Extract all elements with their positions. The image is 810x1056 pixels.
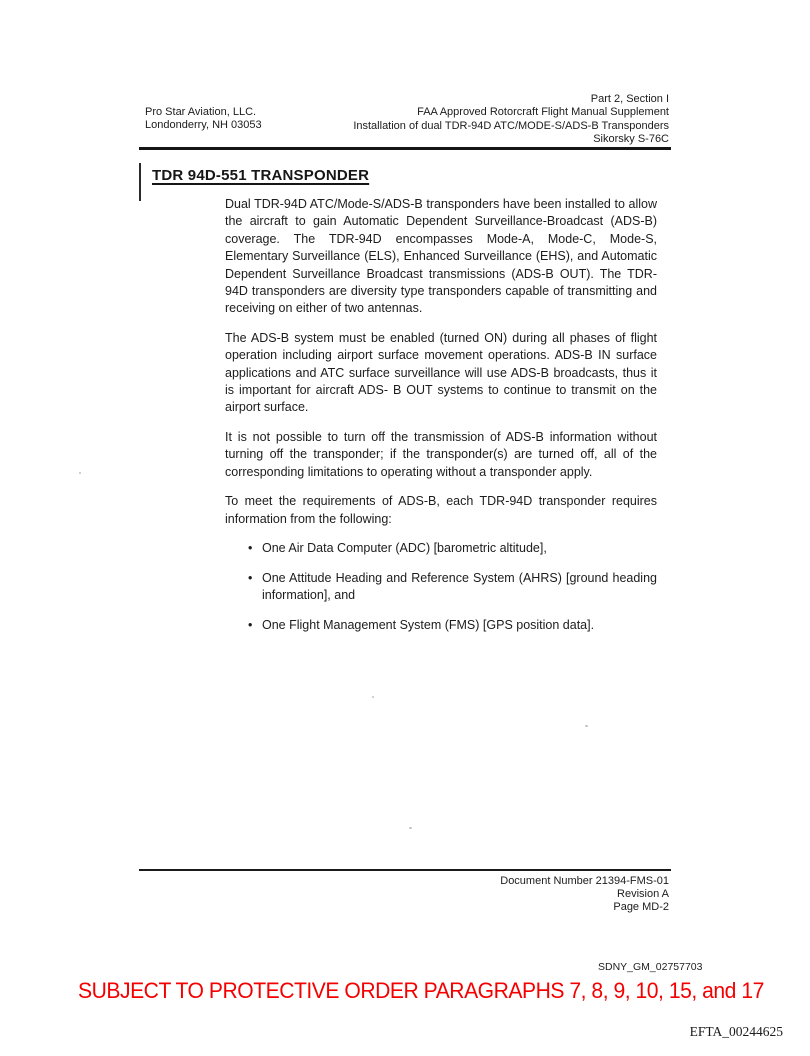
header-installation-line: Installation of dual TDR-94D ATC/MODE-S/ADS-B Transponders [353,119,669,132]
footer-revision: Revision A [617,888,669,901]
scan-artifact [372,696,374,698]
scan-artifact [585,725,588,727]
header-company-block [145,106,262,133]
scan-artifact [79,472,81,474]
scan-artifact [409,827,412,829]
list-item: • One Attitude Heading and Reference System (AHRS) [ground heading information], and [262,570,657,605]
header-part-section: Part 2, Section I [590,93,669,105]
bates-number-sdny: SDNY_GM_02757703 [598,961,703,973]
revision-change-bar [139,163,141,201]
footer-page-number: Page MD-2 [613,901,669,914]
section-title: TDR 94D-551 TRANSPONDER [152,167,370,184]
header-aircraft-model: Sikorsky S-76C [593,132,669,145]
paragraph: Dual TDR-94D ATC/Mode-S/ADS-B transponders have been installed to allow the aircraft to gain Automatic Dependent Surveillance-Broadcast (ADS-B) coverage. The TDR-94D encompasses Mode-A, Mode-C, Mode-S, Elementary Surveillance (ELS), Enhanced Surveillance (EHS), and Automatic Dependent Surveillance Broadcast transmissions (ADS-B OUT). The TDR-94D transponders are diversity type transponders capable of transmitting and receiving on either of two antennas. [225,197,657,316]
header-document-block [353,93,669,146]
section-body [225,196,657,635]
header-rule [139,147,671,150]
paragraph: It is not possible to turn off the transmission of ADS-B information without turning off the transponder; if the transponder(s) are turned off, all of the corresponding limitations to operating without a transponder apply. [225,429,657,479]
footer-document-info [500,875,669,915]
list-item: • One Air Data Computer (ADC) [barometric altitude], [262,540,657,557]
company-name: Pro Star Aviation, LLC. [145,106,257,118]
bates-number-efta: EFTA_00244625 [689,1024,783,1039]
requirements-list [225,540,657,635]
protective-order-stamp: SUBJECT TO PROTECTIVE ORDER PARAGRAPHS 7, 8, 9, 10, 15, and 17 [78,978,764,1003]
paragraph: The ADS-B system must be enabled (turned ON) during all phases of flight operation including airport surface movement operations. ADS-B IN surface applications and ATC surface surveillance will use ADS-B broadcasts, thus it is important for aircraft ADS- B OUT systems to continue to transmit on the airport surface. [225,330,657,415]
header-supplement-title: FAA Approved Rotorcraft Flight Manual Supplement [417,106,669,119]
list-item: • One Flight Management System (FMS) [GPS position data]. [262,617,657,634]
paragraph: To meet the requirements of ADS-B, each TDR-94D transponder requires information from the following: [225,494,657,526]
footer-document-number: Document Number 21394-FMS-01 [500,875,669,887]
footer-rule [139,869,671,871]
company-address: Londonderry, NH 03053 [145,119,262,132]
